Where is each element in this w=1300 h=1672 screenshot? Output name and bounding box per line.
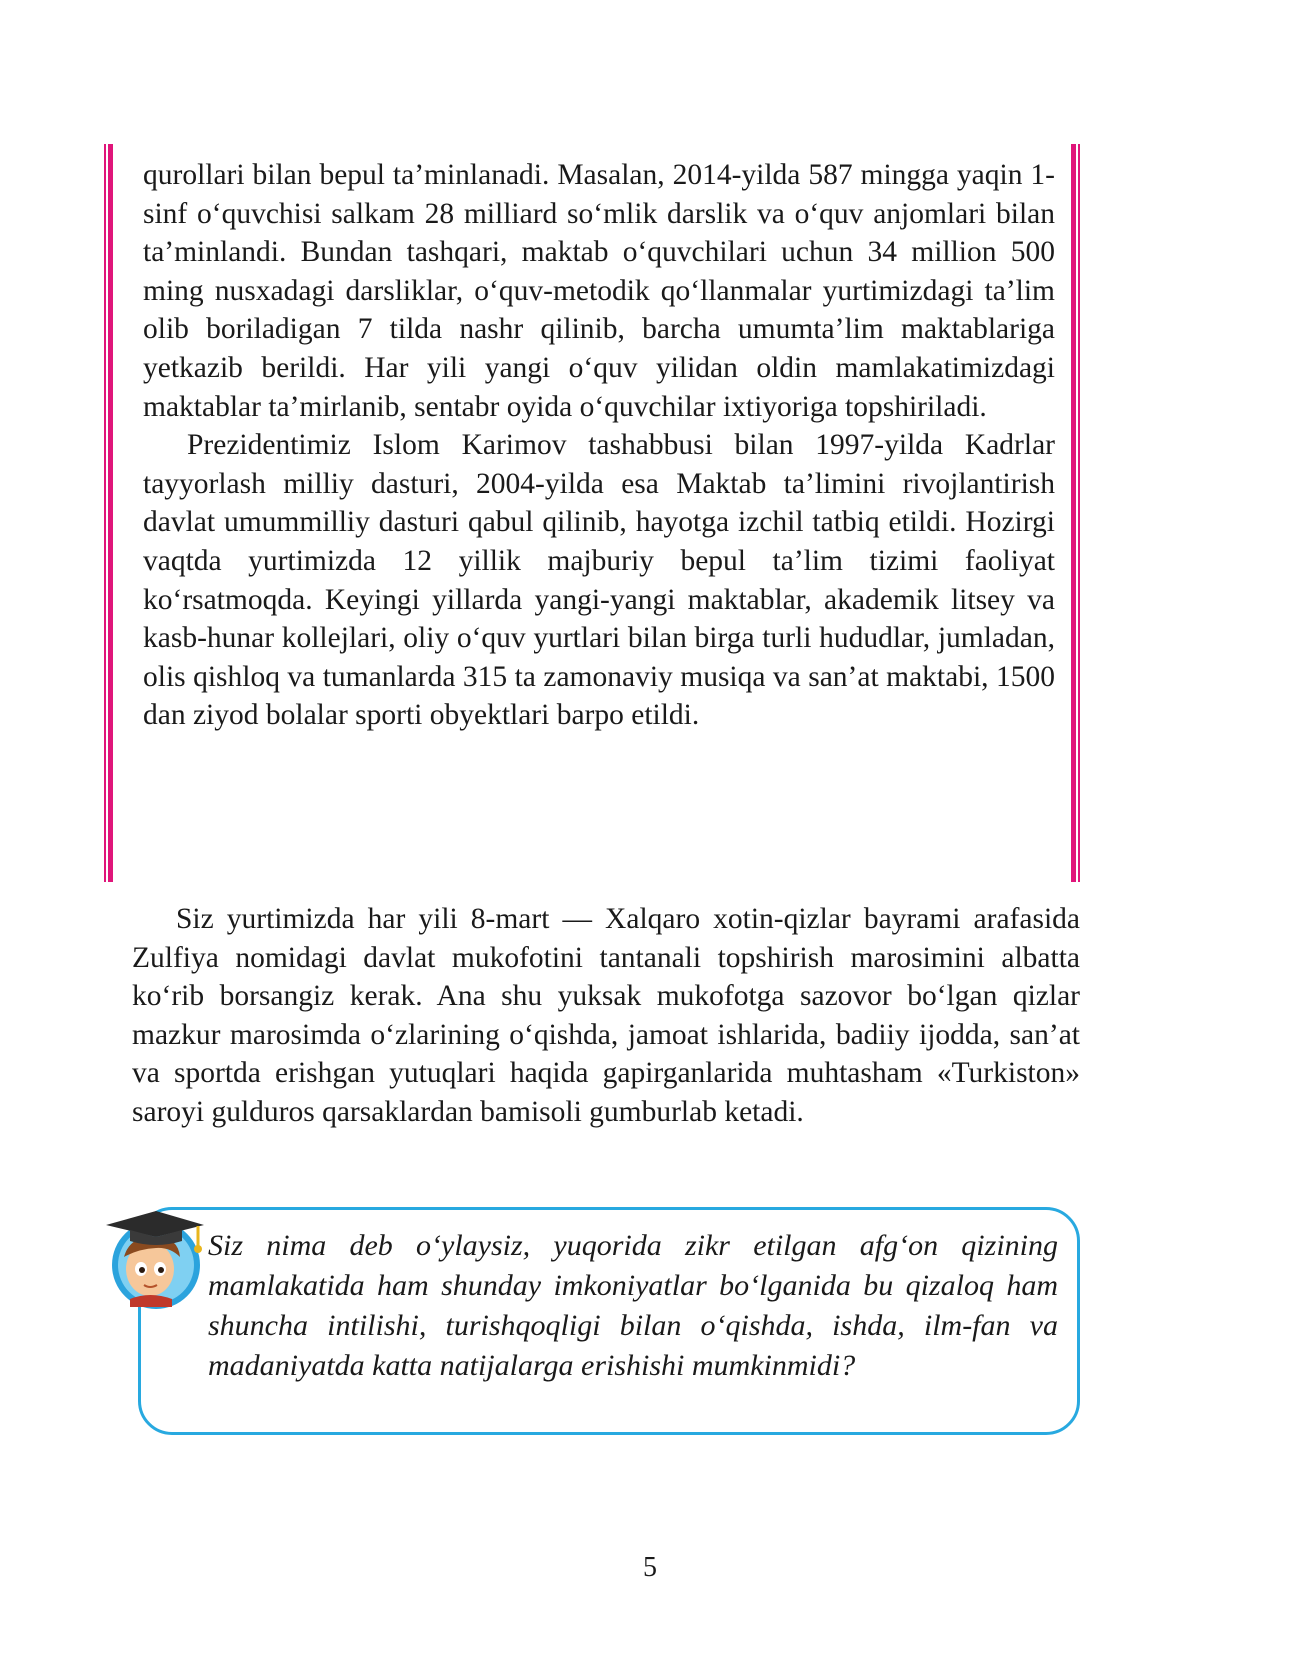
thinking-student-icon	[100, 1195, 210, 1313]
question-text: Siz nima deb o‘ylaysiz, yuqorida zikr etilgan afg‘on qizining mamlakatida ham shunday imkoniyatlar bo‘lganida bu qizaloq ham shuncha intilishi, turishqoqligi bilan o‘qishda, ishda, ilm-fan va madaniyatda katta natijalarga erishishi mumkinmidi?	[208, 1229, 1058, 1382]
body-paragraph: Siz yurtimizda har yili 8-mart — Xalqaro xotin-qizlar bayrami arafasida Zulfiya nomidagi davlat mukofotini tantanali topshirish marosimini albatta ko‘rib borsangiz kerak. Ana shu yuksak mukofotga sazovor bo‘lgan qizlar mazkur marosimda o‘zlarining o‘qishda, jamoat ishlarida, badiiy ijodda, san’at va sportda erishgan yutuqlari haqida gapirganlarida muhtasham «Turkiston» saroyi gulduros qarsaklardan bamisoli gumburlab ketadi.	[132, 903, 1080, 1128]
frame-text	[143, 156, 1055, 735]
frame-paragraph-2: Prezidentimiz Islom Karimov tashabbusi bilan 1997-yilda Kadrlar tayyorlash milliy dasturi, 2004-yilda esa Maktab ta’limini rivojlantirish davlat umummilliy dasturi qabul qilinib, hayotga izchil tatbiq etildi. Hozirgi vaqtda yurtimizda 12 yillik majburiy bepul ta’lim tizimi faoliyat ko‘rsatmoqda. Keyingi yillarda yangi-yangi maktablar, akademik litsey va kasb-hunar kollejlari, oliy o‘quv yurtlari bilan birga turli hududlar, jumladan, olis qishloq va tumanlarda 315 ta zamonaviy musiqa va san’at maktabi, 1500 dan ziyod bolalar sporti obyektlari barpo etildi.	[143, 429, 1055, 732]
frame-right-bar	[1071, 144, 1080, 882]
frame-left-bar	[104, 144, 113, 882]
highlighted-quote-frame	[104, 144, 1080, 882]
frame-paragraph-1: qurollari bilan bepul ta’minlanadi. Masalan, 2014-yilda 587 mingga yaqin 1-sinf o‘quvchisi salkam 28 milliard so‘mlik darslik va o‘quv anjomlari bilan ta’minlandi. Bundan tashqari, maktab o‘quvchilari uchun 34 million 500 ming nusxadagi darsliklar, o‘quv-metodik qo‘llanmalar yurtimizdagi ta’lim olib boriladigan 7 tilda nashr qilinib, barcha umumta’lim maktablariga yetkazib berildi. Har yili yangi o‘quv yilidan oldin mamlakatimizdagi maktablar ta’mirlanib, sentabr oyida o‘quvchilar ixtiyoriga topshiriladi.	[143, 159, 1055, 423]
page-number: 5	[643, 1552, 657, 1583]
